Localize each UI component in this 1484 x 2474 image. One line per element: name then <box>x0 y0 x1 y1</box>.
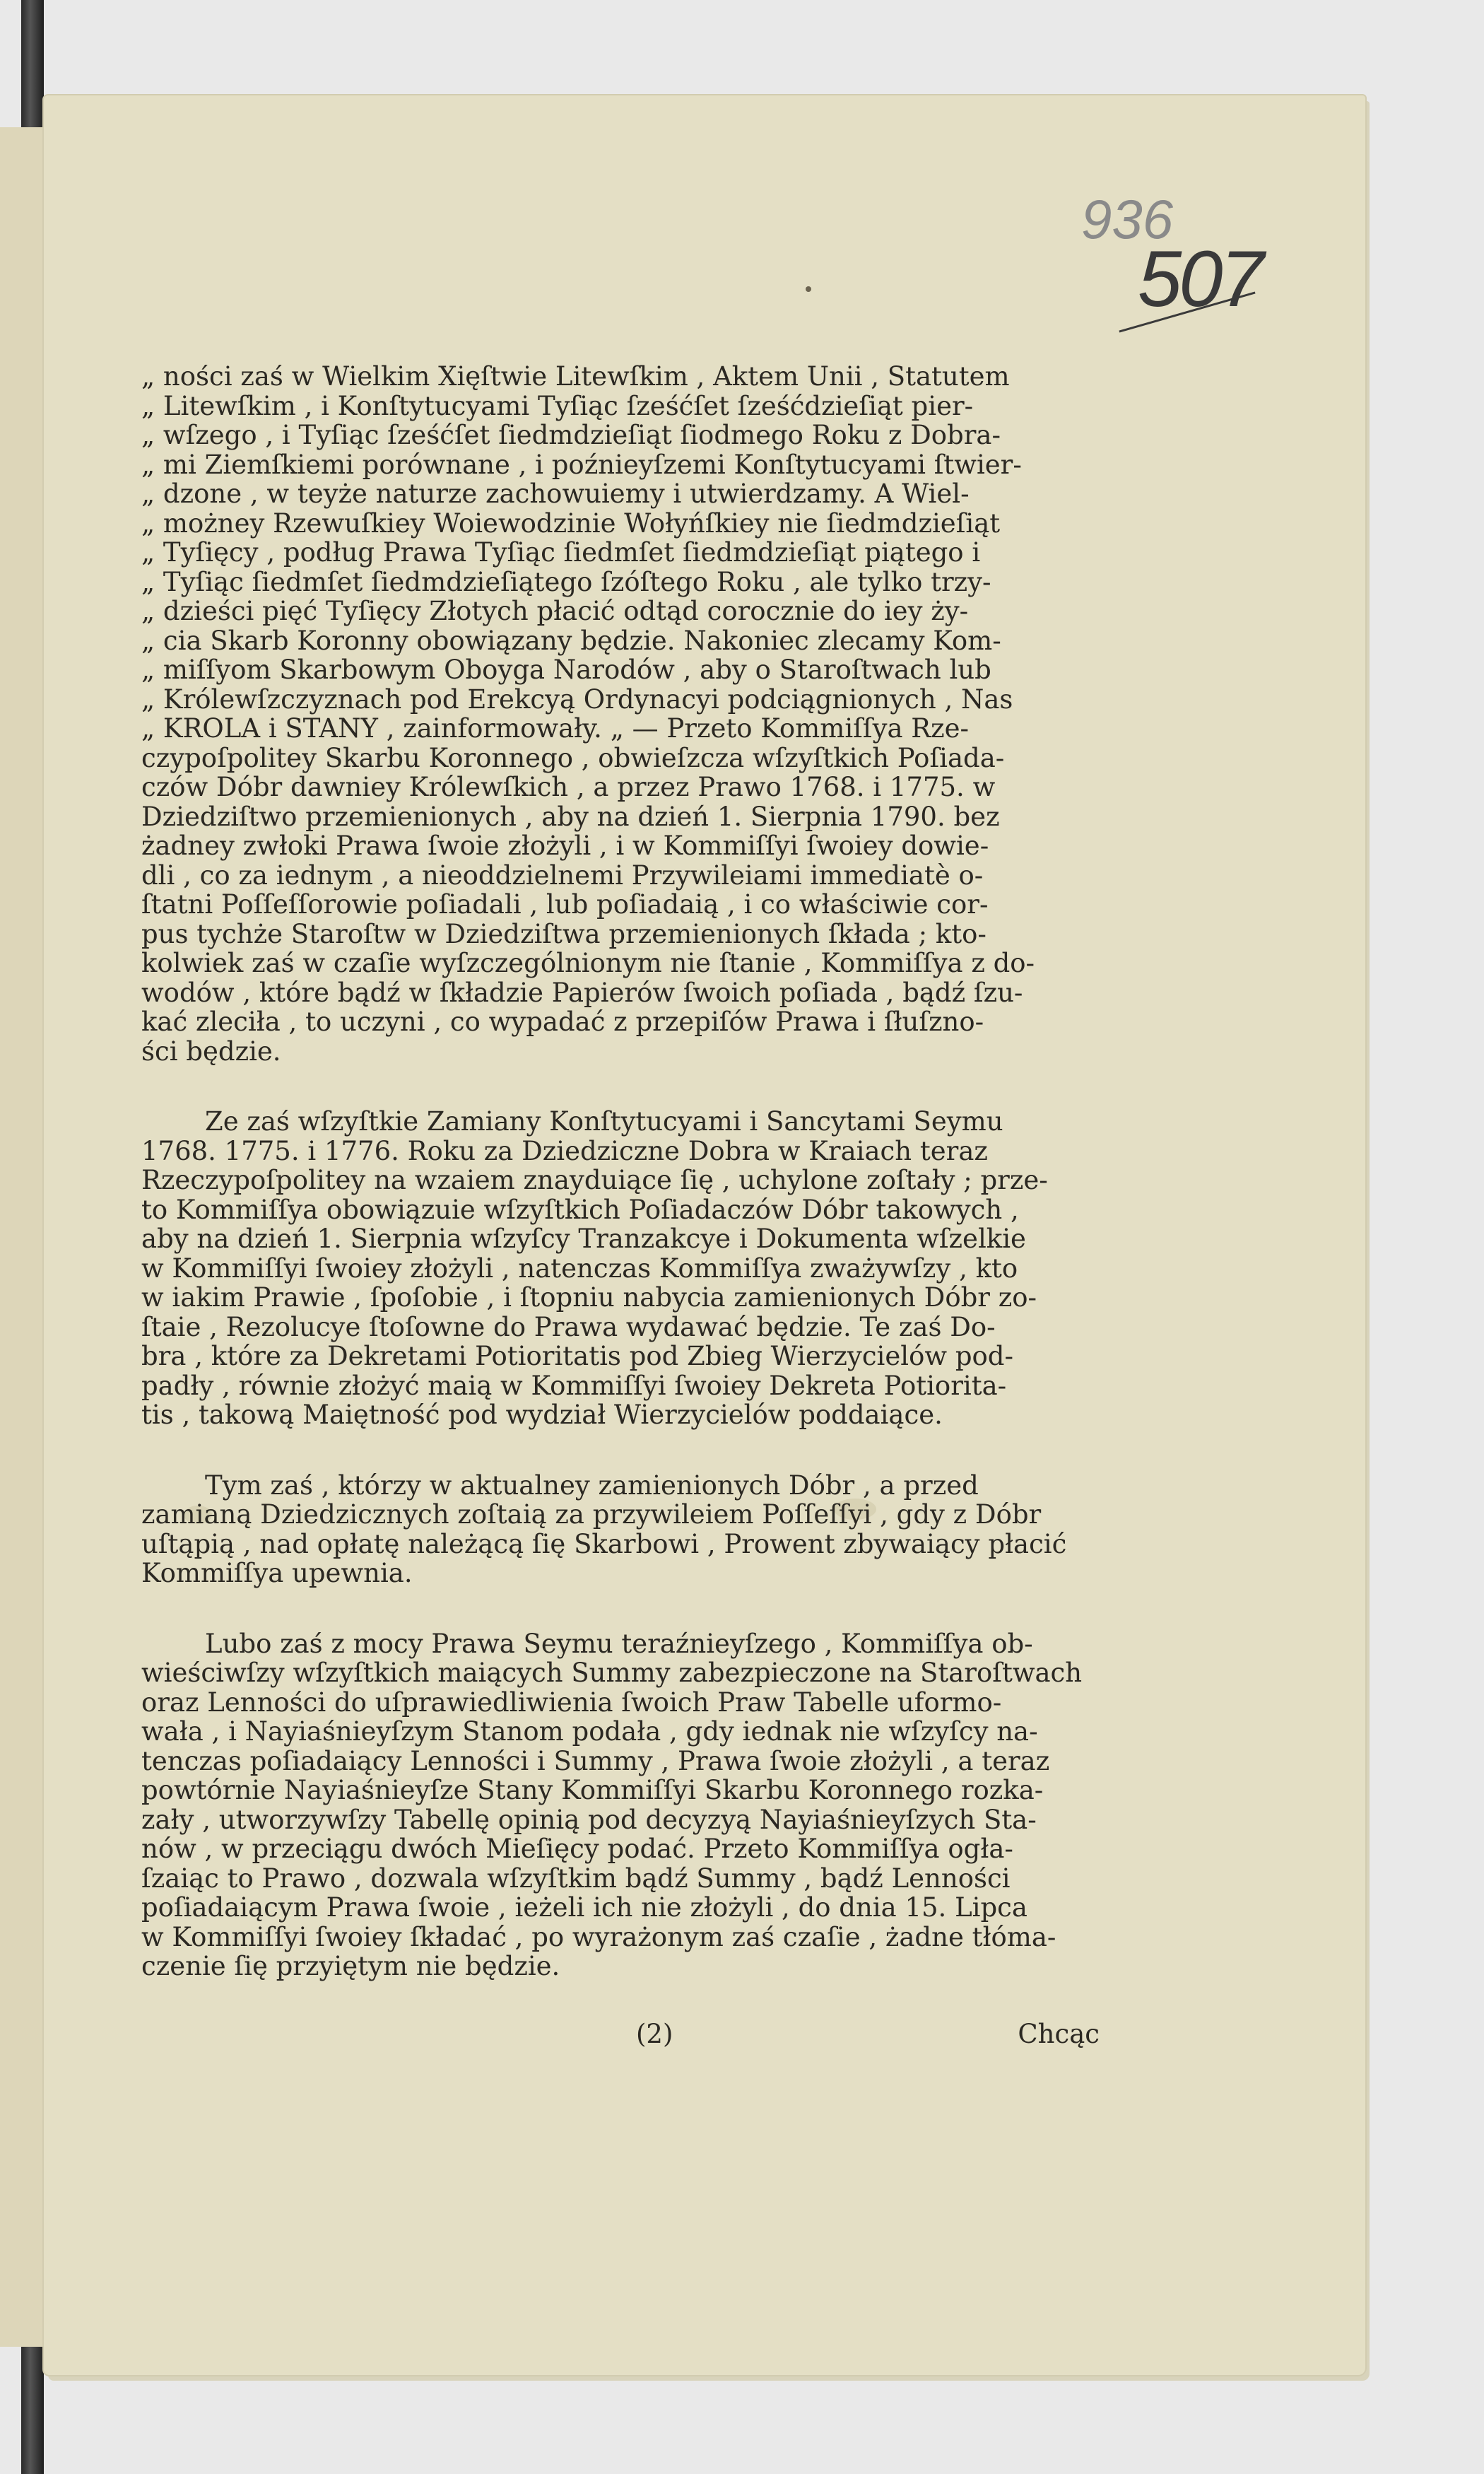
text-line: tenczas poſiadaiący Lenności i Summy , Prawa ſwoie złożyli , a teraz <box>141 1745 1050 1776</box>
text-line: nów , w przeciągu dwóch Mieſięcy podać. Przeto Kommiſſya ogła- <box>141 1834 1013 1864</box>
text-line: „ możney Rzewuſkiey Woiewodzinie Wołyńſkiey nie ſiedmdzieſiąt <box>141 508 1001 539</box>
text-line: uſtąpią , nad opłatę należącą ſię Skarbowi , Prowent zbywaiący płacić <box>141 1528 1067 1559</box>
paragraph <box>141 1470 1067 1588</box>
text-line: „ dzone , w teyże naturze zachowuiemy i utwierdzamy. A Wiel- <box>141 479 970 509</box>
text-line: w Kommiſſyi ſwoiey ſkładać , po wyrażonym zaś czaſie , żadne tłóma- <box>141 1921 1056 1952</box>
text-line: „ mi Ziemſkiemi porównane , i poźnieyſzemi Konſtytucyami ſtwier- <box>141 449 1022 480</box>
folio-number: 507 <box>1138 235 1261 323</box>
text-line: „ cia Skarb Koronny obowiązany będzie. Nakoniec zlecamy Kom- <box>141 625 1001 656</box>
text-line: „ Litewſkim , i Konſtytucyami Tyſiąc ſześćſet ſześćdzieſiąt pier- <box>141 390 974 421</box>
text-line: ſzaiąc to Prawo , dozwala wſzyſtkim bądź Summy , bądź Lenności <box>141 1863 1011 1894</box>
text-line: „ dzieści pięć Tyſięcy Złotych płacić odtąd corocznie do iey ży- <box>141 596 969 626</box>
text-line: w Kommiſſyi ſwoiey złożyli , natenczas Kommiſſya zważywſzy , kto <box>141 1253 1018 1284</box>
text-line: w iakim Prawie , ſpoſobie , i ſtopniu nabycia zamienionych Dóbr zo- <box>141 1282 1037 1313</box>
text-line: „ Tyſiąc ſiedmſet ſiedmdzieſiątego ſzóſtego Roku , ale tylko trzy- <box>141 566 991 597</box>
text-line: wieściwſzy wſzyſtkich maiących Summy zabezpieczone na Staroſtwach <box>141 1658 1083 1688</box>
text-line: powtórnie Nayiaśnieyſze Stany Kommiſſyi Skarbu Koronnego rozka- <box>141 1775 1044 1805</box>
previous-page-edge <box>0 127 44 2347</box>
text-line: „ ności zaś w Wielkim Xięſtwie Litewſkim , Aktem Unii , Statutem <box>141 361 1010 392</box>
text-line: „ Tyſięcy , podług Prawa Tyſiąc ſiedmſet ſiedmdzieſiąt piątego i <box>141 537 981 568</box>
text-line: to Kommiſſya obowiązuie wſzyſtkich Poſiadaczów Dóbr takowych , <box>141 1194 1019 1225</box>
text-line: Dziedziſtwo przemienionych , aby na dzień 1. Sierpnia 1790. bez <box>141 801 1000 832</box>
text-line: Lubo zaś z mocy Prawa Seymu teraźnieyſzego , Kommiſſya ob- <box>205 1628 1033 1659</box>
text-line: ſtatni Poſſeſſorowie poſiadali , lub poſiadaią , i co właściwie cor- <box>141 889 989 920</box>
text-line: „ Królewſzczyznach pod Erekcyą Ordynacyi podciągnionych , Nas <box>141 684 1013 715</box>
text-line: ści będzie. <box>141 1036 281 1067</box>
text-line: czów Dóbr dawniey Królewſkich , a przez Prawo 1768. i 1775. w <box>141 772 996 802</box>
text-line: „ wſzego , i Tyſiąc ſześćſet ſiedmdzieſiąt ſiodmego Roku z Dobra- <box>141 420 1001 450</box>
body-text <box>141 361 1083 1981</box>
text-line: Kommiſſya upewnia. <box>141 1558 413 1588</box>
text-line: czypoſpolitey Skarbu Koronnego , obwieſzcza wſzyſtkich Poſiada- <box>141 742 1005 773</box>
ink-dot <box>806 286 811 292</box>
text-line: kolwiek zaś w czaſie wyſzczególnionym nie ſtanie , Kommiſſya z do- <box>141 948 1035 978</box>
catchword: Chcąc <box>1018 2019 1100 2049</box>
text-line: zały , utworzywſzy Tabellę opinią pod decyzyą Nayiaśnieyſzych Sta- <box>141 1804 1037 1835</box>
page-footer <box>141 2019 1100 2054</box>
text-line: czenie ſię przyiętym nie będzie. <box>141 1951 560 1981</box>
text-line: wodów , które bądź w ſkładzie Papierów ſwoich poſiada , bądź ſzu- <box>141 977 1023 1008</box>
signature-mark: (2) <box>636 2019 673 2049</box>
text-line: „ miſſyom Skarbowym Oboyga Narodów , aby o Staroſtwach lub <box>141 655 991 685</box>
text-line: wała , i Nayiaśnieyſzym Stanom podała , gdy iednak nie wſzyſcy na- <box>141 1716 1038 1747</box>
text-line: pus tychże Staroſtw w Dziedziſtwa przemienionych ſkłada ; kto- <box>141 918 987 949</box>
text-line: Rzeczypoſpolitey na wzaiem znayduiące ſię , uchylone zoſtały ; prze- <box>141 1165 1048 1195</box>
text-line: Ze zaś wſzyſtkie Zamiany Konſtytucyami i Sancytami Seymu <box>205 1106 1003 1137</box>
paragraph <box>141 362 1060 1066</box>
text-line: 1768. 1775. i 1776. Roku za Dziedziczne Dobra w Kraiach teraz <box>141 1135 988 1166</box>
text-line: bra , które za Dekretami Potioritatis pod Zbieg Wierzycielów pod- <box>141 1341 1013 1371</box>
text-line: oraz Lenności do uſprawiedliwienia ſwoich Praw Tabelle uformo- <box>141 1687 1002 1718</box>
text-line: aby na dzień 1. Sierpnia wſzyſcy Tranzakcye i Dokumenta wſzelkie <box>141 1224 1026 1254</box>
text-line: Tym zaś , którzy w aktualney zamienionych Dóbr , a przed <box>205 1470 979 1501</box>
folio-number-old: 936 <box>1081 188 1174 250</box>
text-line: tis , takową Maiętność pod wydział Wierzycielów poddaiące. <box>141 1400 943 1430</box>
paragraph <box>141 1107 1060 1430</box>
text-line: dli , co za iednym , a nieoddzielnemi Przywileiami immediatè o- <box>141 860 984 891</box>
paragraph <box>141 1628 1083 1981</box>
text-line: „ KROLA i STANY , zainformowały. „ — Przeto Kommiſſya Rze- <box>141 713 970 744</box>
text-line: zamianą Dziedzicznych zoſtaią za przywileiem Poſſeſſyi , gdy z Dóbr <box>141 1499 1042 1530</box>
text-line: ſtaie , Rezolucye ſtoſowne do Prawa wydawać będzie. Te zaś Do- <box>141 1311 996 1342</box>
text-line: żadney zwłoki Prawa ſwoie złożyli , i w Kommiſſyi ſwoiey dowie- <box>141 831 989 861</box>
text-line: poſiadaiącym Prawa ſwoie , ieżeli ich nie złożyli , do dnia 15. Lipca <box>141 1892 1027 1923</box>
text-line: kać zleciła , to uczyni , co wypadać z przepiſów Prawa i ſłuſzno- <box>141 1007 984 1037</box>
text-line: padły , równie złożyć maią w Kommiſſyi ſwoiey Dekreta Potiorita- <box>141 1370 1007 1401</box>
